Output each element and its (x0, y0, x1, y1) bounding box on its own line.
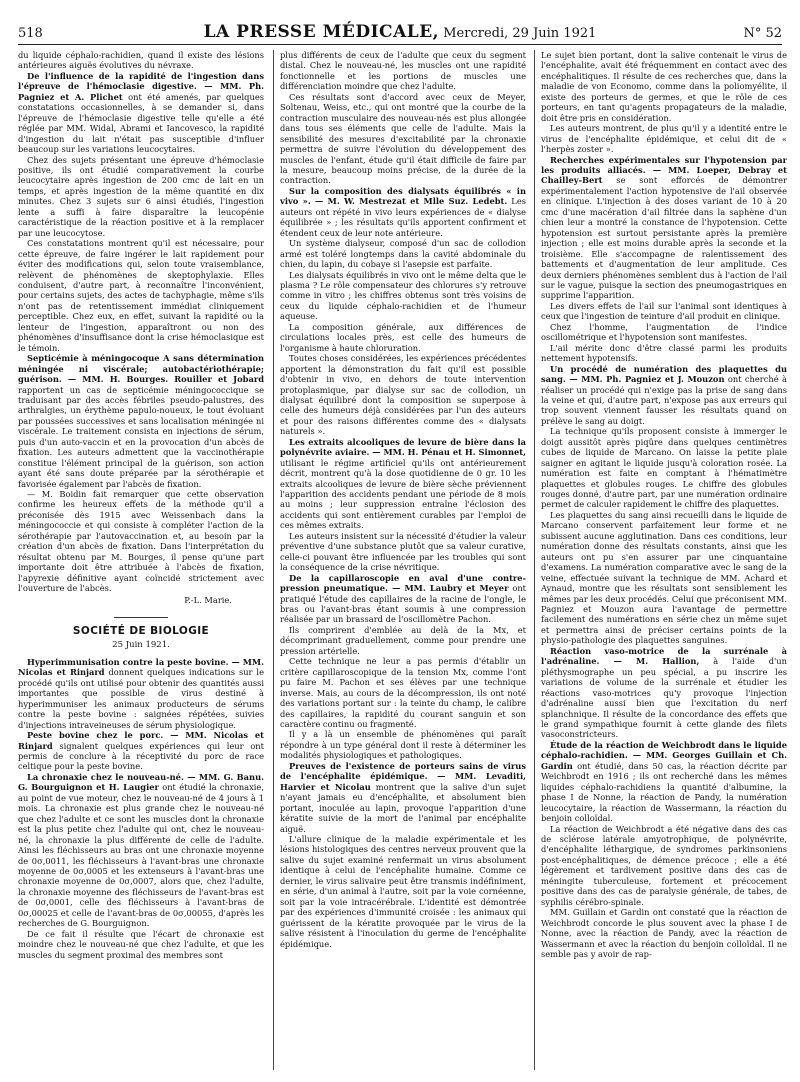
paragraph: Toutes choses considérées, les expériences précédentes apportent la démonstration du fait qu'il est possible d'obtenir in vivo, en dehors de toute intervention protoplasmique, par dialyse sur sac de collodion, un dialysat équilibré dont la composition se superpose à celle des humeurs déjà considérées par l'un des auteurs et pour des raisons différentes comme des « dialysats naturels ». (280, 353, 526, 437)
article-title: Étude de la réaction de Weichbrodt dans le liquide céphalo-rachidien. — MM. Georges Guillain et Ch. Gardin (541, 739, 787, 771)
article-body: utilisant le régime artificiel qu'ils ont antérieurement décrit, montrent qu'à la dose quotidienne de 0 gr. 10 les extraits alcooliques de levure de bière sèche préviennent l'apparition des accidents pendant une période de 8 mois au moins ; leur suppression entraîne l'éclosion des accidents qui sont entièrement curables par l'emploi de ces mêmes extraits. (280, 457, 526, 531)
paragraph: De ce fait il résulte que l'écart de chronaxie est moindre chez le nouveau-né que chez l'adulte, et que les muscles du segment proximal des membres sont (18, 928, 264, 960)
section-block (18, 617, 264, 651)
article-plaquettes (541, 364, 787, 427)
paragraph: Ils comprirent d'emblée au delà de la Mx, et décomprimant graduellement, comme pour prendre une pression artérielle. (280, 624, 526, 656)
article-title: Preuves de l'existence de porteurs sains de virus de l'encéphalite épidémique. — MM. Levaditi, Harvier et Nicolau (280, 760, 526, 792)
article-body: montrent que la salive d'un sujet n'ayant jamais eu d'encéphalite, et absolument bien portant, inoculée au lapin, provoque l'apparition d'une kératite suivie de la mort de l'animal par encéphalite aiguë. (280, 781, 526, 834)
article-body: à l'aide d'un pléthysmographe un peu spécial, a pu inscrire les variations de volume de la surrénale et étudier les réactions vaso-motrices qu'y provoque l'injection d'adrénaline aussi bien que l'excitation du nerf splanchnique. Il résulte de la concordance des effets que le grand sympathique fournit à cette glande des filets vasoconstricteurs. (541, 656, 787, 740)
article-title: Réaction vaso-motrice de la surrénale à l'adrénaline. — M. Hallion, (541, 645, 787, 667)
article-surrenale (541, 646, 787, 740)
masthead (18, 22, 782, 42)
article-hypotension (541, 155, 787, 301)
article-dialysats (280, 186, 526, 238)
section-title: SOCIÉTÉ DE BIOLOGIE (72, 625, 210, 638)
paragraph: Les plaquettes du sang ainsi recueilli dans le liquide de Marcano conservent parfaitement leur forme et ne subissent aucune agglutination. Dans ces conditions, leur numération donne des résultats constants, ainsi que les auteurs ont pu s'en assurer par une cinquantaine d'examens. La numération comparative avec le sang de la veine, effectuée suivant la technique de MM. Achard et Aynaud, montre que les résultats sont sensiblement les mêmes par les deux procédés. Celui que préconisent MM. Pagniez et Mouzon aura l'avantage de permettre facilement des numérations en série chez un même sujet et permettra ainsi de préciser certains points de la physio-pathologie des plaquettes sanguines. (541, 509, 787, 646)
article-weichbrodt (541, 740, 787, 824)
article-body: rapportent un cas de septicémie méningococcique se traduisant par des accès fébriles pseudo-palustres, des arthralgies, un érythème papulo-noueux, le tout évoluant par poussées successives et sans localisation méningée ni viscérale. Le traitement consista en injections de sérum, puis d'un auto-vaccin et en la provocation d'un abcès de fixation. Les auteurs admettent que la vaccinothérapie constitue l'élément principal de la guérison, son action ayant été sans doute préparée par la sérothérapie et favorisée également par l'abcès de fixation. (18, 384, 264, 489)
article-title: Septicémie à méningocoque A sans détermination méningée ni viscérale; autobactériothérapie; guérison. — MM. H. Bourges. Rouiller et Jobard (18, 353, 264, 385)
column-left (18, 50, 264, 1074)
paragraph: Le sujet bien portant, dont la salive contenait le virus de l'encéphalite, avait été fréquemment en contact avec des encéphalitiques. Il résulte de ces recherches que, dans la maladie de von Economo, comme dans la poliomyélite, il existe des porteurs de germes, et que le rôle de ces porteurs, en tant qu'agents propagateurs de la maladie, doit être pris en considération. (541, 50, 787, 123)
section-date: 25 Juin 1921. (112, 640, 170, 651)
paragraph: Les divers effets de l'ail sur l'animal sont identiques à ceux que l'ingestion de teinture d'ail produit en clinique. (541, 300, 787, 322)
article-body: Les auteurs ont répété in vivo leurs expériences de « dialyse équilibrée » ; les résultats qu'ils apportent confirment et étendent ceux de leur note antérieure. (280, 196, 526, 238)
article-encephalite (280, 761, 526, 834)
article-title: La chronaxie chez le nouveau-né. — MM. G. Banu. G. Bourguignon et H. Laugier (18, 771, 264, 793)
paragraph: Cette technique ne leur a pas permis d'établir un critère capillaroscopique de la tension Mx, comme l'ont pu faire M. Pachon et ses élèves par une technique inverse. Mais, au cours de la décompression, ils ont noté des variations portant sur : la teinte du champ, le calibre des capillaires, la rapidité du courant sanguin et son caractère continu ou fragmenté. (280, 656, 526, 729)
article-body: se sont efforcés de démontrer expérimentalement l'action hypotensive de l'ail observée en clinique. L'injection à des doses variant de 10 à 20 cmc d'une macération d'ail filtrée dans la saphène d'un chien leur a montré la constance de l'hypotension. Cette hypotension est surtout persistante après la première injection ; elle est moins durable après la seconde et la troisième. Elle s'accompagne de ralentissement des battements et d'augmentation de leur amplitude. Ces deux derniers phénomènes semblent dus à l'action de l'ail sur le vague, puisque la section des pneumogastriques en supprime l'apparition. (541, 175, 787, 301)
paragraph: L'ail mérite donc d'être classé parmi les produits nettement hypotensifs. (541, 342, 787, 364)
column-right (541, 50, 787, 1074)
paragraph: MM. Guillain et Gardin ont constaté que la réaction de Weichbrodt concorde le plus souvent avec la phase I de Nonne, avec la réaction de Pandy, avec la réaction de Wassermann et avec la réaction du benjoin colloïdal. Il ne semble pas y avoir de rap- (541, 907, 787, 959)
article-body: ont pratiqué l'étude des capillaires de la racine de l'ongle, le bras ou l'avant-bras étant soumis à une compression réalisée par un brassard de l'oscillomètre Pachon. (280, 583, 526, 625)
paragraph: Chez l'homme, l'augmentation de l'indice oscillométrique et l'hypotension sont manifestes. (541, 321, 787, 343)
article-title: Recherches expérimentales sur l'hypotension par les produits alliacés. — MM. Loeper, Debray et Chailley-Bert (541, 154, 787, 186)
article-columns (18, 50, 786, 1074)
paragraph: Ces résultats sont d'accord avec ceux de Meyer, Soltenau, Weiss, etc., qui ont montré que la courbe de la contraction musculaire des nouveau-nés est plus allongée dans tous ses éléments que celle de l'adulte. Mais la sensibilité des mesures d'excitabilité par la chronaxie permettra de suivre l'évolution du développement des muscles de l'enfant, étude qu'il était difficile de faire par la mesure, beaucoup moins précise, de la durée de la contraction. (280, 91, 526, 186)
column-middle (280, 50, 526, 1074)
article-body: ont étudié la chronaxie, au point de vue moteur, chez le nouveau-né de 4 jours à 1 mois. La chronaxie est plus grande chez le nouveau-né que chez l'adulte et ce sont les muscles dont la chronaxie est la plus petite chez l'adulte qui ont, chez le nouveau-né, la chronaxie la plus différente de celle de l'adulte. Ainsi les fléchisseurs au bras ont une chronaxie moyenne de 0σ,0011, les fléchisseurs à l'avant-bras une chronaxie moyenne de 0σ,0005 et les extenseurs à l'avant-bras une chronaxie moyenne de 0σ,0007, alors que, chez l'adulte, la chronaxie moyenne des fléchisseurs de l'avant-bras est de 0σ,0001, celle des fléchisseurs à l'avant-bras de 0σ,00025 et celle de l'avant-bras de 0σ,00055, d'après les recherches de G. Bourguignon. (18, 782, 264, 929)
article-title: Les extraits alcooliques de levure de bière dans la polynévrite aviaire. — MM. H. Pénau et H. Simonnet, (280, 436, 526, 458)
article-levure (280, 437, 526, 531)
article-body: ont été amenés, par quelques constatations occasionnelles, à se demander si, dans l'épreuve de l'hémoclasie digestive telle qu'elle a été réglée par MM. Widal, Abrami et Iancovesco, la rapidité d'ingestion du lait n'était pas susceptible d'influer beaucoup sur les variations leucocytaires. (18, 91, 264, 155)
header-rule (18, 44, 782, 45)
journal-title: LA PRESSE MÉDICALE, (203, 22, 440, 42)
article-body: ont étudié, dans 50 cas, la réaction décrite par Weichbrodt en 1916 ; ils ont recherché dans les mêmes liquides céphalo-rachidiens la quantité d'albumine, la phase I de Nonne, la réaction de Pandy, la numération leucocytaire, la réaction de Wassermann, la réaction du benjoin colloïdal. (541, 760, 787, 824)
paragraph: — M. Boidin fait remarquer que cette observation confirme les heureux effets de la méthode qu'il a préconisée dès 1915 avec Weissenbach dans la méningococcie et qui consiste à compléter l'action de la sérothérapie par l'autovaccination et, au besoin par la création d'un abcès de fixation. Dans l'interprétation du résultat obtenu par M. Bourges, il pense qu'une part importante doit être attribuée à l'abcès de fixation, l'apyrexie définitive ayant coïncidé strictement avec l'ouverture de l'abcès. (18, 489, 264, 594)
paragraph: Les dialysats équilibrés in vivo ont le même delta que le plasma ? Le rôle compensateur des chlorures s'y retrouve comme in vitro ; les chiffres obtenus sont très voisins de ceux du liquide céphalo-rachidien et de l'humeur aqueuse. (280, 269, 526, 322)
paragraph: du liquide céphalo-rachidien, quand il existe des lésions antérieures aiguës évolutives du névraxe. (18, 50, 264, 71)
page-number: 518 (18, 26, 43, 41)
paragraph: plus différents de ceux de l'adulte que ceux du segment distal. Chez le nouveau-né, les muscles ont une rapidité fonctionnelle et les portions de muscles une différenciation moindre que chez l'adulte. (280, 50, 526, 92)
paragraph: La technique qu'ils proposent consiste à immerger le doigt aussitôt après piqûre dans quelques centimètres cubes de liquide de Marcano. On laisse la petite plaie saigner en agitant le liquide jusqu'à coloration rosée. La numération est faite en comptant à l'hématimètre plaquettes et globules rouges. Le chiffre des globules rouges donné, d'autre part, par une numération ordinaire permet de calculer rapidement le chiffre des plaquettes. (541, 426, 787, 510)
article-body: signalent quelques expériences qui leur ont permis de conclure à la réceptivité du porc de race celtique pour la peste bovine. (18, 740, 264, 772)
article-title: Peste bovine chez le porc. — MM. Nicolas et Rinjard (18, 730, 264, 751)
paragraph: Un système dialyseur, composé d'un sac de collodion armé est toléré longtemps dans la cavité abdominale du chien, du lapin, du cobaye si l'asepsie est parfaite. (280, 238, 526, 270)
article-capillaroscopie (280, 573, 526, 625)
paragraph: Les auteurs insistent sur la nécessité d'étudier la valeur préventive d'une substance plutôt que sa valeur curative, celle-ci pouvant être influencée par les troubles qui sont la conséquence de la crise névritique. (280, 530, 526, 573)
paragraph: Chez des sujets présentant une épreuve d'hémoclasie positive, ils ont étudié comparativement la courbe leucocytaire après ingestion de 200 cmc de lait en un temps, et après ingestion de la même quantité en dix minutes. Chez 3 sujets sur 6 ainsi étudiés, l'ingestion lente a suffi à faire disparaître la leucopénie caractéristique de la réaction positive et à la remplacer par une leucocytose. (18, 154, 264, 238)
page-header (18, 0, 782, 40)
paragraph: Les auteurs montrent, de plus qu'il y a identité entre le virus de l'encéphalite épidémique, et celui dit de « l'herpès zoster ». (541, 123, 787, 155)
article-title: De la capillaroscopie en aval d'une contre-pression pneumatique. — MM. Laubry et Meyer (280, 572, 526, 594)
paragraph: Il y a là un ensemble de phénomènes qui paraît répondre à un type général dont il reste à déterminer les modalités physiologiques et pathologiques. (280, 729, 526, 761)
paragraph: L'allure clinique de la maladie expérimentale et les lésions histologiques des centres nerveux prouvent que la salive du sujet examiné renfermait un virus absolument identique à celui de l'encéphalite humaine. Comme ce dernier, le virus salivaire peut être transmis indéfiniment, en série, d'un animal à l'autre, soit par la voie cornéenne, soit par la voie intracérébrale. L'identité est démontrée par des expériences d'immunité croisée : les animaux qui guérissent de la kératite provoquée par le virus de la salive résistent à l'inoculation du germe de l'encéphalite épidémique. (280, 833, 526, 949)
author-signature: P.-L. Marie. (184, 594, 232, 605)
paragraph: La composition générale, aux différences de circulations locales près, est celle des humeurs de l'organisme à haute chloruration. (280, 321, 526, 353)
article-title: De l'influence de la rapidité de l'ingestion dans l'épreuve de l'hémoclasie digestive. — MM. Ph. Pagniez et A. Plichet (18, 70, 264, 102)
paragraph: La réaction de Weichbrodt a été négative dans des cas de sclérose latérale amyotrophique, de polynévrite, d'encéphalite léthargique, de syndromes parkinsoniens post-encéphalitiques, de démence précoce ; elle a été légèrement et tardivement positive dans des cas de méningite tuberculeuse, fortement et précocement positive dans des cas de paralysie générale, de tabes, de syphilis cérébro-spinale. (541, 823, 787, 907)
article-title: Hyperimmunisation contre la peste bovine. — MM. Nicolas et Rinjard (18, 656, 264, 678)
section-rule (114, 617, 168, 618)
issue-date: Mercredi, 29 Juin 1921 (439, 26, 597, 41)
article-hemoclasie (18, 71, 264, 155)
article-peste-bovine (18, 657, 264, 730)
article-septicemie (18, 353, 264, 489)
article-chronaxie (18, 772, 264, 929)
article-peste-porc (18, 730, 264, 772)
issue-number: N° 52 (743, 26, 782, 41)
paragraph: Ces constatations montrent qu'il est nécessaire, pour cette épreuve, de faire ingérer le lait rapidement pour éviter des modifications qui, selon toute vraisemblance, relèvent de phénomènes de skeptophylaxie. Elles conduisent, d'autre part, à reconnaître l'inconvénient, pour certains sujets, des actes de tachyphagie, même s'ils n'ont pas de retentissement immédiat cliniquement perceptible. Chez eux, en effet, suivant la rapidité ou la lenteur de l'ingestion, apparaîtront ou non des phénomènes d'insuffisance dont la crise hémoclasique est le témoin. (18, 238, 264, 353)
article-body: ont cherché à réaliser un procédé qui n'exige pas la prise de sang dans la veine et qui, d'autre part, n'expose pas aux erreurs qui trop souvent viennent fausser les résultats quand on prélève le sang au doigt. (541, 374, 787, 426)
article-body: donnent quelques indications sur le procédé qu'ils ont utilisé pour obtenir des quantités aussi importantes que possible de virus destiné à hyperimmuniser les animaux producteurs de sérums contre la peste bovine : saignées répétées, suivies d'injections intraveineuses de sérum physiologique. (18, 667, 264, 730)
article-title: Sur la composition des dialysats équilibrés « in vivo ». — M. W. Mestrezat et Mlle Suz. Ledebt. (280, 185, 526, 207)
article-title: Un procédé de numération des plaquettes du sang. — MM. Ph. Pagniez et J. Mouzon (541, 363, 787, 385)
